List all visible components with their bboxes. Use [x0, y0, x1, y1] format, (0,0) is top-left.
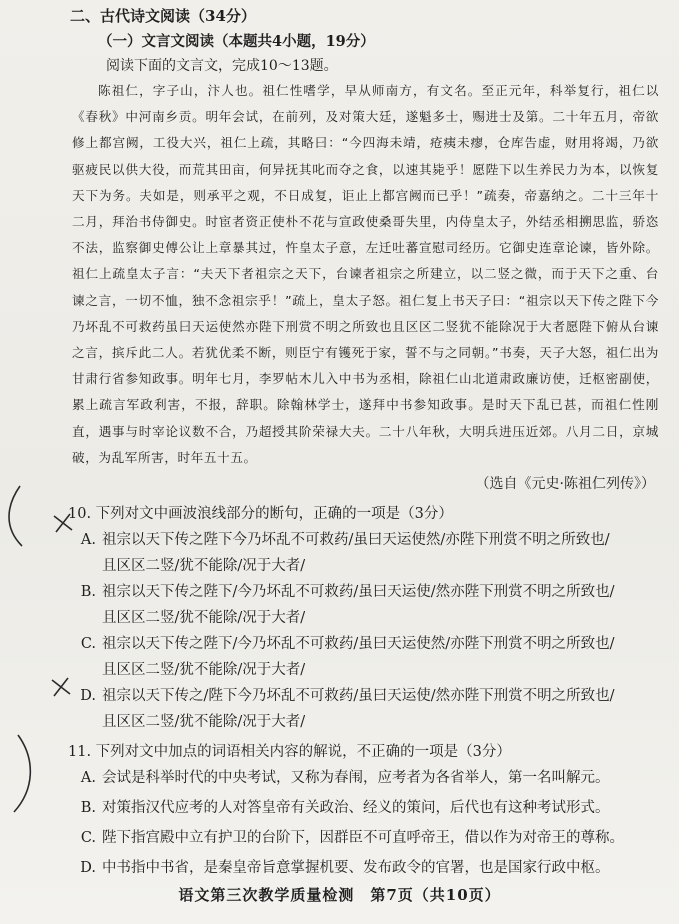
instruction: 阅读下面的文言文，完成10～13题。 — [106, 58, 338, 74]
option-letter: A. — [80, 770, 96, 787]
option-11a[interactable] — [28, 765, 661, 791]
option-text: 祖宗以天下传之/陛下今乃坏乱不可救药/虽曰天运使/然亦陛下刑赏不明之所致也/ — [102, 688, 615, 705]
option-text-cont: 且区区二竖/犹不能除/况于大者/ — [102, 610, 306, 627]
option-letter: D. — [80, 688, 96, 705]
option-10c[interactable] — [28, 631, 661, 683]
option-letter: B. — [80, 800, 96, 817]
question-10-stem: 10. 下列对文中画波浪线部分的断句，正确的一项是（3分） — [68, 506, 453, 523]
option-text: 祖宗以天下传之陛下/今乃坏乱不可救药/虽曰天运使然/亦陛下刑赏不明之所致也/ — [102, 636, 615, 653]
option-letter: D. — [80, 860, 96, 877]
passage-source: （选自《元史·陈祖仁列传》） — [475, 476, 655, 493]
question-10-options — [28, 527, 661, 735]
option-text: 祖宗以天下传之陛下今乃坏乱不可救药/虽曰天运使然/亦陛下刑赏不明之所致也/ — [102, 532, 610, 549]
option-text-cont: 且区区二竖/犹不能除/况于大者/ — [102, 662, 306, 679]
option-text: 会试是科举时代的中央考试，又称为春闱，应考者为各省举人，第一名叫解元。 — [102, 770, 610, 787]
section-title: 二、古代诗文阅读（34分） — [70, 7, 256, 25]
option-10d[interactable] — [28, 683, 661, 735]
option-letter: C. — [80, 830, 96, 847]
passage-text: 陈祖仁，字子山，汴人也。祖仁性嗜学，早从师南方，有文名。至正元年，科举复行，祖仁以《春秋》中河南乡贡。明年会试，在前列，及对策大廷，遂魁多士，赐进士及第。二十年五月，帝欲修上都宫阙，工役大兴，祖仁上疏，其略曰：“今四海未靖，疮痍未瘳，仓库告虚，财用将竭，乃欲驱疲民以供大役，而荒其田亩，何异抚其叱而夺之食，以速其毙乎！愿陛下以生养民力为本，以恢复天下为务。夫如是，则承平之观，不日成复，讵止上都宫阙而已乎！”疏奏，帝嘉纳之。二十三年十二月，拜治书侍御史。时宦者资正使朴不花与宣政使桑哥失里，内侍皇太子，外结丞相搠思监，骄恣不法，监察御史傅公让上章暴其过，忤皇太子意，左迁吐蕃宣慰司经历。它御史连章论谏，皆外除。祖仁上疏皇太子言：“夫天下者祖宗之天下，台谏者祖宗之所建立，以二竖之微，而于天下之重、台谏之言，一切不恤，独不念祖宗乎！”疏上，皇太子怒。祖仁复上书天子曰：“祖宗以天下传之陛下今乃坏乱不可救药虽曰天运使然亦陛下刑赏不明之所致也且区区二竖犹不能除况于大者愿陛下俯从台谏之言，摈斥此二人。若犹优柔不断，则臣宁有镬死于家，誓不与之同朝。”书奏，天子大怒，祖仁出为甘肃行省参知政事。明年七月，李罗帖木儿入中书为丞相，除祖仁山北道肃政廉访使，迁枢密副使，累上疏言军政利害，不报，辞职。除翰林学士，遂拜中书参知政事。是时天下乱已甚，而祖仁性刚直，遇事与时宰论议数不合，乃超授其阶荣禄大夫。二十八年秋，大明兵进压近郊。八月二日，京城破，为乱军所害，时年五十五。 — [72, 83, 659, 465]
option-letter: C. — [80, 636, 96, 653]
question-11-options — [28, 765, 661, 881]
page-footer: 语文第三次教学质量检测 第7页（共10页） — [178, 886, 501, 904]
passage — [28, 78, 661, 471]
pen-bracket-q10 — [9, 486, 22, 546]
option-letter: B. — [80, 584, 96, 601]
option-10b[interactable] — [28, 579, 661, 631]
option-text: 陛下指宫殿中立有护卫的台阶下，因群臣不可直呼帝王，借以作为对帝王的尊称。 — [102, 830, 624, 847]
option-11c[interactable] — [28, 825, 661, 851]
option-11b[interactable] — [28, 795, 661, 821]
option-text-cont: 且区区二竖/犹不能除/况于大者/ — [102, 714, 306, 731]
option-text-cont: 且区区二竖/犹不能除/况于大者/ — [102, 558, 306, 575]
subsection-title: （一）文言文阅读（本题共4小题，19分） — [98, 33, 375, 50]
option-11d[interactable] — [28, 855, 661, 881]
option-10a[interactable] — [28, 527, 661, 579]
option-text: 祖宗以天下传之陛下/今乃坏乱不可救药/虽曰天运使/然亦陛下刑赏不明之所致也/ — [102, 584, 615, 601]
question-11-stem: 11. 下列对文中加点的词语相关内容的解说，不正确的一项是（3分） — [68, 744, 511, 761]
option-letter: A. — [80, 532, 96, 549]
option-text: 对策指汉代应考的人对答皇帝有关政治、经义的策问，后代也有这种考试形式。 — [102, 800, 610, 817]
option-text: 中书指中书省，是秦皇帝旨意掌握机要、发布政令的官署，也是国家行政中枢。 — [102, 860, 610, 877]
